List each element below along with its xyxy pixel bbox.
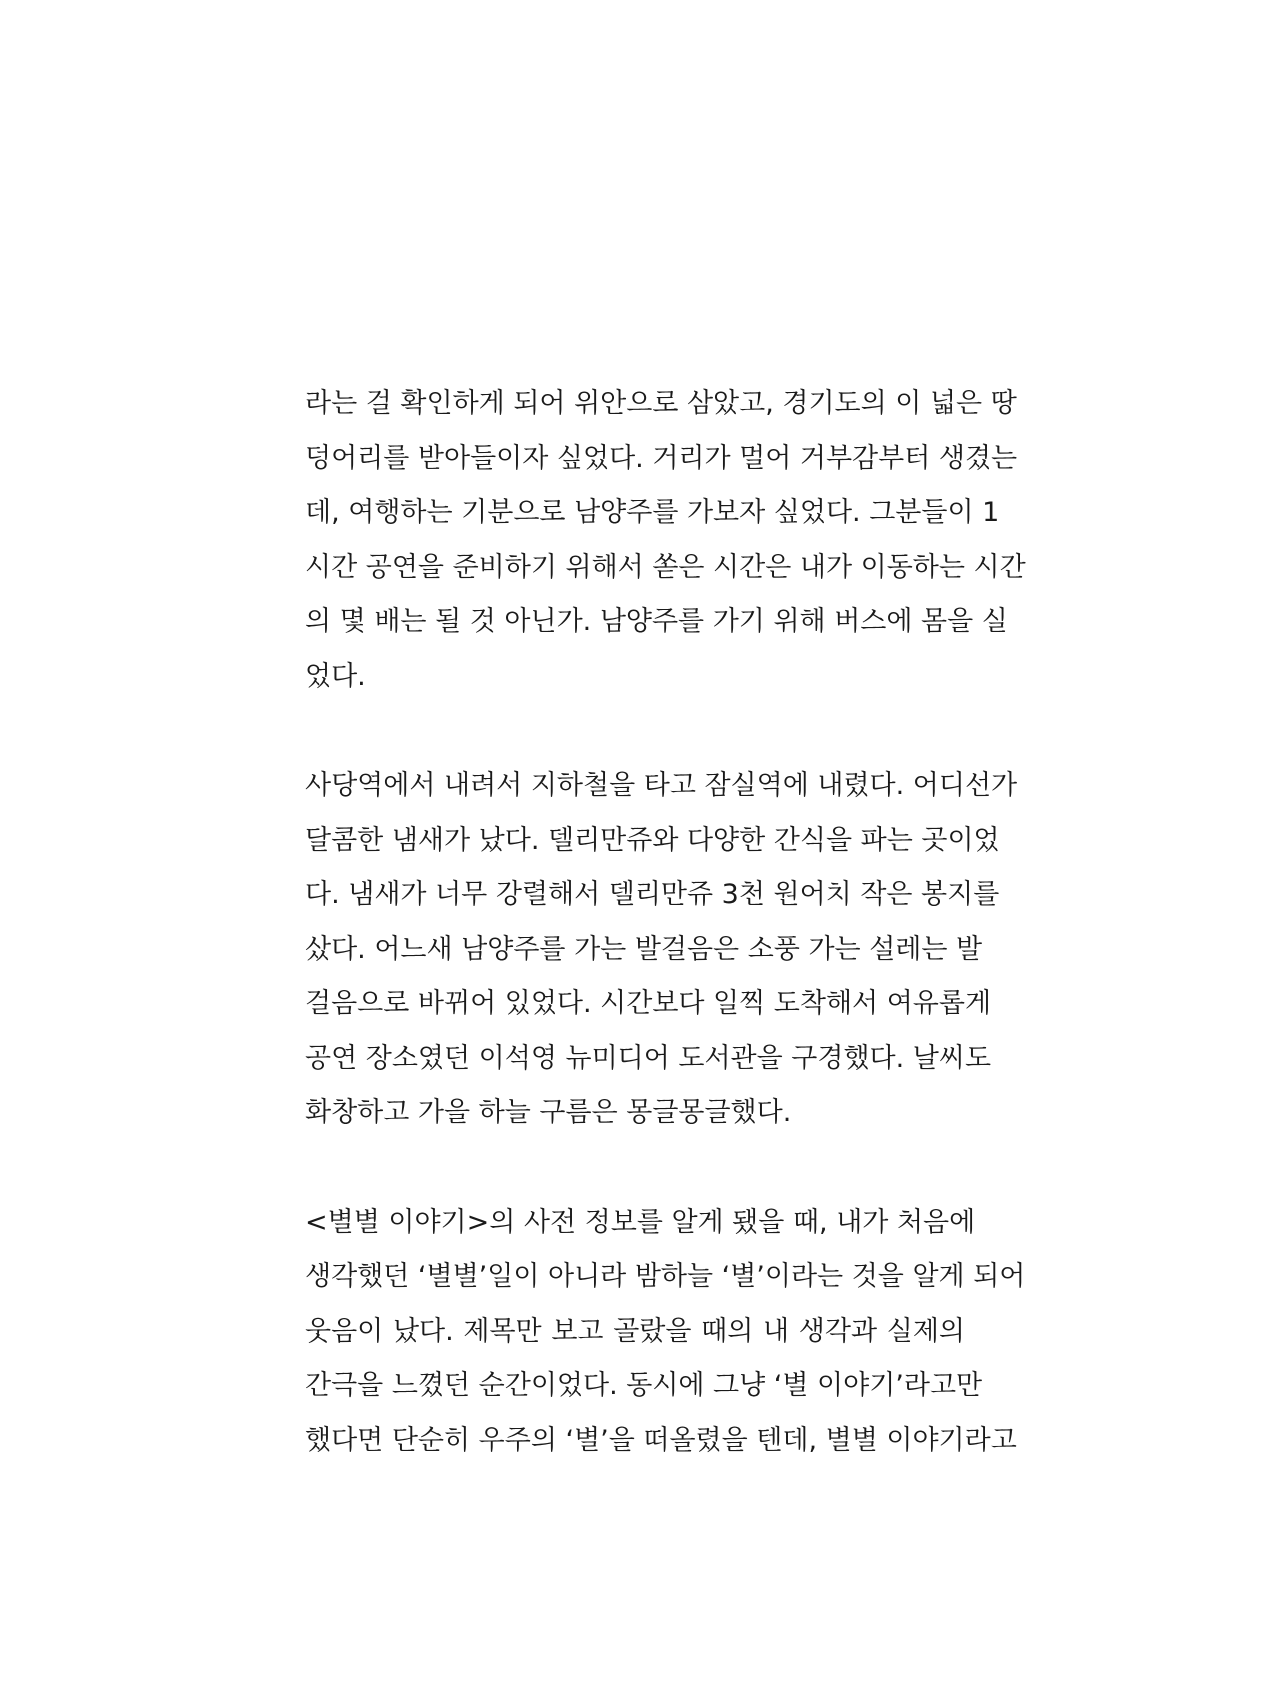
text-line: 시간 공연을 준비하기 위해서 쏟은 시간은 내가 이동하는 시간	[305, 551, 1026, 583]
text-line: 화창하고 가을 하늘 구름은 몽글몽글했다.	[305, 1097, 792, 1128]
paragraph-1	[305, 377, 1026, 704]
body-text	[305, 377, 1026, 1523]
text-line: <별별 이야기>의 사전 정보를 알게 됐을 때, 내가 처음에	[305, 1206, 976, 1238]
text-line: 간극을 느꼈던 순간이었다. 동시에 그냥 ‘별 이야기’라고만	[305, 1370, 983, 1401]
text-line: 의 몇 배는 될 것 아닌가. 남양주를 가기 위해 버스에 몸을 실	[305, 606, 1008, 637]
text-line: 생각했던 ‘별별’일이 아니라 밤하늘 ‘별’이라는 것을 알게 되어	[305, 1261, 1026, 1292]
text-line: 걸음으로 바뀌어 있었다. 시간보다 일찍 도착해서 여유롭게	[305, 988, 992, 1019]
text-line: 사당역에서 내려서 지하철을 타고 잠실역에 내렸다. 어디선가	[305, 770, 1018, 801]
text-line: 했다면 단순히 우주의 ‘별’을 떠올렸을 텐데, 별별 이야기라고	[305, 1424, 1017, 1456]
text-line: 라는 걸 확인하게 되어 위안으로 삼았고, 경기도의 이 넓은 땅	[305, 388, 1017, 419]
text-line: 샀다. 어느새 남양주를 가는 발걸음은 소풍 가는 설레는 발	[305, 933, 983, 965]
paragraph-2	[305, 759, 1018, 1141]
text-line: 덩어리를 받아들이자 싶었다. 거리가 멀어 거부감부터 생겼는	[305, 442, 1018, 474]
text-line: 웃음이 났다. 제목만 보고 골랐을 때의 내 생각과 실제의	[305, 1315, 965, 1347]
paragraph-3	[305, 1196, 1026, 1469]
text-line: 데, 여행하는 기분으로 남양주를 가보자 싶었다. 그분들이 1	[305, 497, 1000, 528]
text-line: 었다.	[305, 660, 366, 692]
text-line: 다. 냄새가 너무 강렬해서 델리만쥬 3천 원어치 작은 봉지를	[305, 879, 1000, 910]
text-line: 공연 장소였던 이석영 뉴미디어 도서관을 구경했다. 날씨도	[305, 1042, 992, 1074]
text-line: 달콤한 냄새가 났다. 델리만쥬와 다양한 간식을 파는 곳이었	[305, 824, 1000, 856]
